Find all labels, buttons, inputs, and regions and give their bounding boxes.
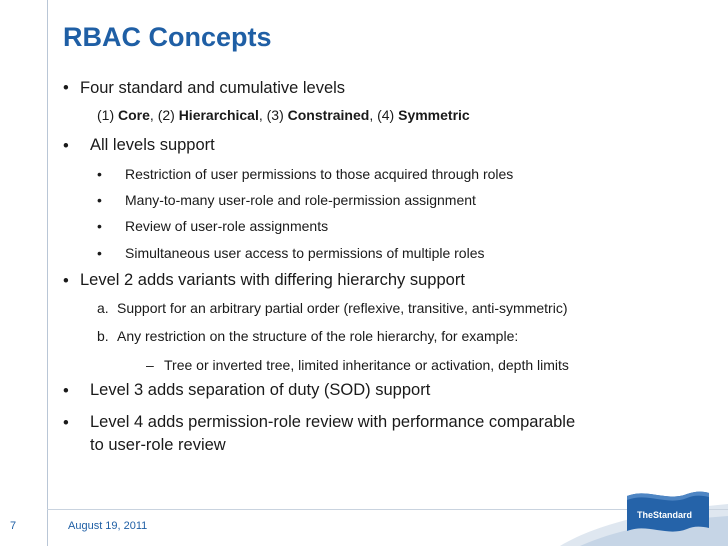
sub-marker: a. [97,300,109,316]
bullet-text-four-levels: Four standard and cumulative levels [80,79,346,97]
level-core: Core [118,107,150,123]
logo-text: TheStandard [637,510,693,520]
page-number: 7 [10,520,17,532]
bullet-text-all-levels: All levels support [90,136,215,154]
level-constrained: Constrained [287,107,370,123]
bullet-text-level-4-continued: to user-role review [90,436,226,454]
left-margin-rule [47,0,48,546]
flag-logo-icon [621,488,713,538]
sub-bullet-text: Many-to-many user-role and role-permission assignment [125,192,476,208]
bullet-text-level-2: Level 2 adds variants with differing hierarchy support [80,271,465,289]
level-symmetric: Symmetric [398,107,470,123]
sub-marker: b. [97,328,109,344]
bullet-text-level-4: Level 4 adds permission-role review with performance comparable [90,413,576,431]
sub-bullet: • [97,218,102,234]
sub-bullet: • [97,166,102,182]
sub-bullet-text: Review of user-role assignments [125,218,329,234]
sub-item-text: Support for an arbitrary partial order (reflexive, transitive, anti-symmetric) [117,300,568,316]
footer-date: August 19, 2011 [68,520,148,532]
bullet: • [63,272,69,290]
bullet: • [63,414,69,432]
bullet: • [63,137,69,155]
level-hierarchical: Hierarchical [178,107,259,123]
bullet-text-level-3: Level 3 adds separation of duty (SOD) support [90,381,431,399]
sub-bullet: • [97,245,102,261]
bullet: • [63,79,69,97]
bullet: • [63,382,69,400]
dash-marker: – [146,357,154,373]
sub-bullet: • [97,192,102,208]
levels-list: (1) Core, (2) Hierarchical, (3) Constrained, (4) Symmetric [97,107,470,123]
sub-sub-item-text: Tree or inverted tree, limited inheritance or activation, depth limits [164,357,569,373]
slide-title: RBAC Concepts [63,22,272,52]
sub-bullet-text: Restriction of user permissions to those acquired through roles [125,166,514,182]
company-logo [621,488,713,543]
sub-bullet-text: Simultaneous user access to permissions of multiple roles [125,245,485,261]
sub-item-text: Any restriction on the structure of the role hierarchy, for example: [117,328,519,344]
